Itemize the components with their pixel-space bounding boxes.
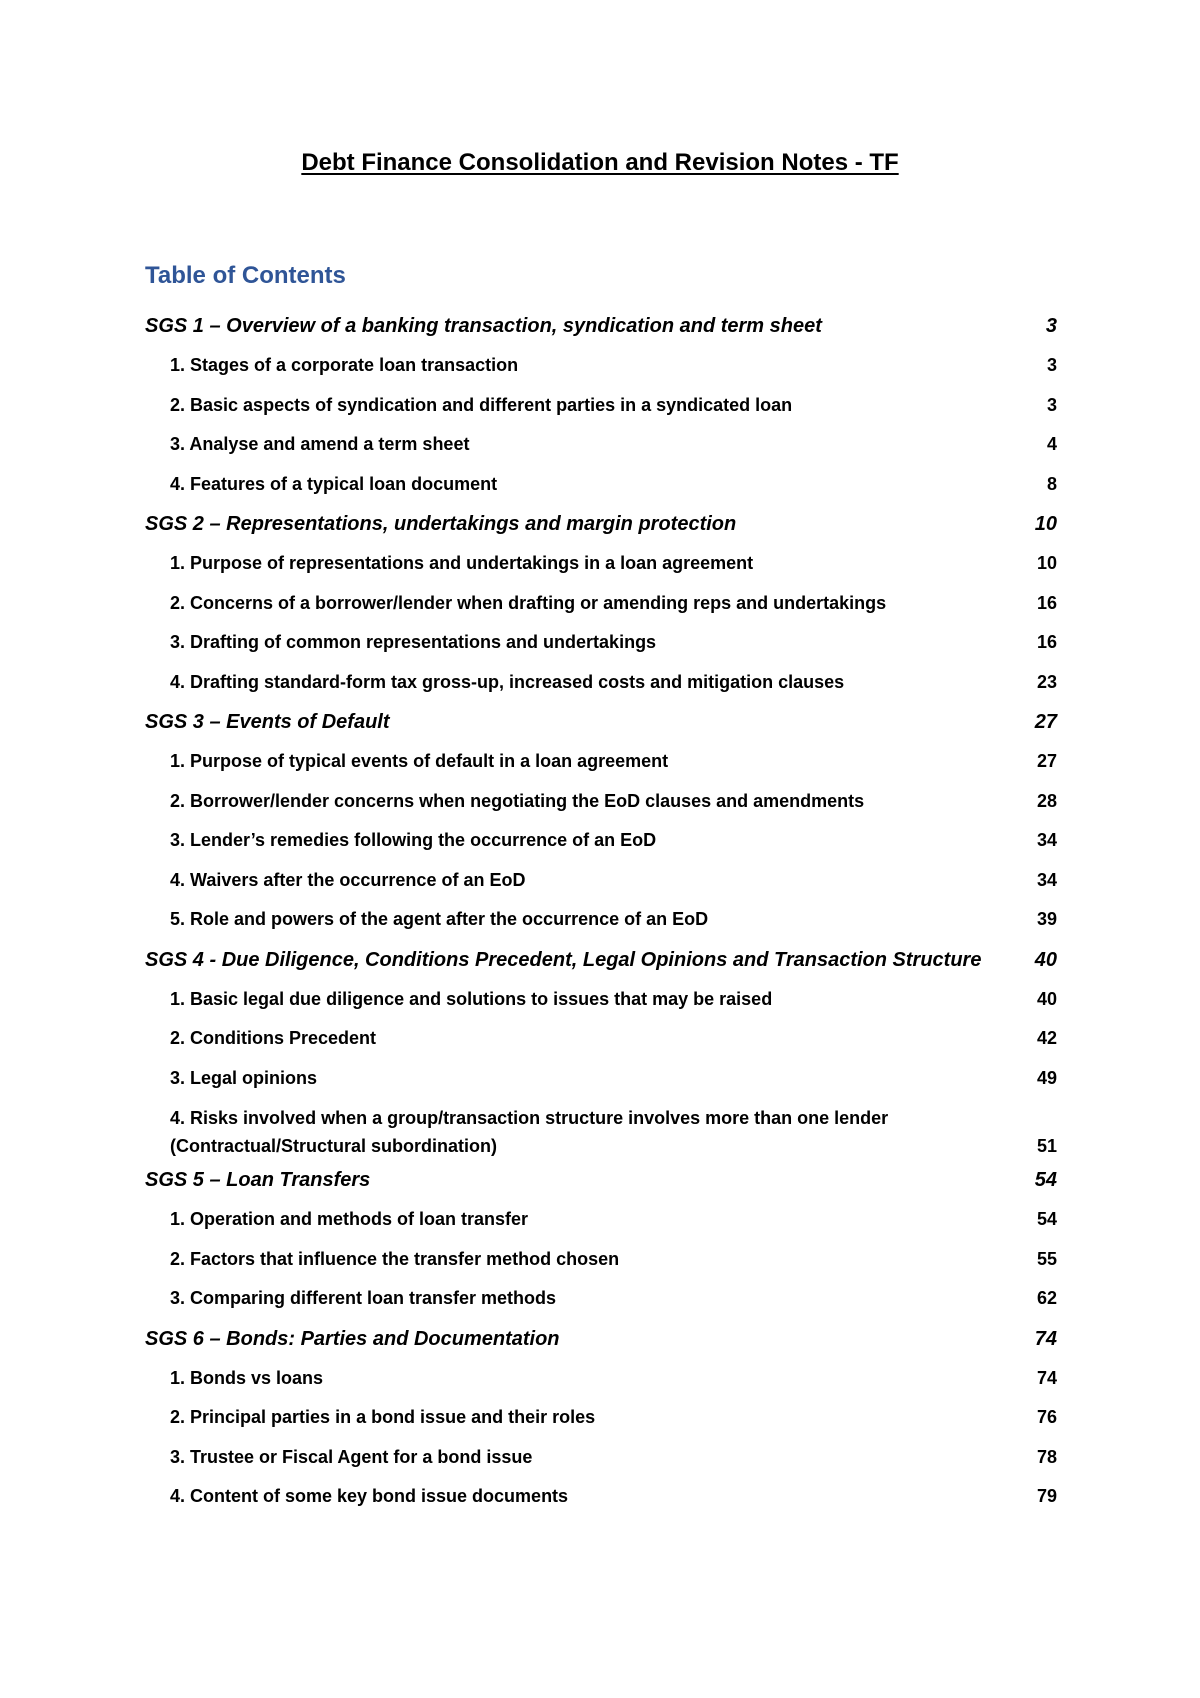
toc-page-number: 4	[1046, 434, 1057, 454]
toc-item-title: 4. Content of some key bond issue documents	[170, 1486, 569, 1506]
toc-item[interactable]	[145, 821, 1057, 861]
toc-item[interactable]	[145, 1279, 1057, 1319]
toc-page-number: 16	[1036, 632, 1057, 652]
toc-item-title: 4. Features of a typical loan document	[170, 473, 498, 494]
toc-item-title: 2. Borrower/lender concerns when negotiating the EoD clauses and amendments	[170, 790, 865, 811]
toc-item-title: 3. Lender’s remedies following the occurrence of an EoD	[170, 830, 657, 850]
toc-item[interactable]	[145, 782, 1057, 822]
toc-page-number: 78	[1036, 1446, 1057, 1467]
toc-item[interactable]	[145, 1098, 1057, 1160]
toc-item[interactable]	[145, 1059, 1057, 1099]
toc-section-title: SGS 6 – Bonds: Parties and Documentation	[145, 1327, 560, 1350]
toc-page-number: 3	[1046, 394, 1057, 415]
toc-item-title: 1. Basic legal due diligence and solutions to issues that may be raised	[170, 988, 773, 1009]
toc-item-title: 4. Drafting standard-form tax gross-up, increased costs and mitigation clauses	[170, 671, 845, 692]
toc-item-title-line2: (Contractual/Structural subordination)	[170, 1136, 498, 1156]
toc-page-number: 27	[1036, 751, 1057, 771]
toc-section-sgs6[interactable]	[145, 1319, 1057, 1359]
toc-page-number: 34	[1036, 830, 1057, 850]
toc-item[interactable]	[145, 623, 1057, 663]
toc-item-title	[170, 1100, 1017, 1160]
document-title: Debt Finance Consolidation and Revision Notes - TF	[301, 149, 899, 176]
toc-item-title-line1: 4. Risks involved when a group/transaction structure involves more than one lender	[170, 1108, 889, 1128]
toc-item[interactable]	[145, 584, 1057, 624]
toc-item-title: 1. Stages of a corporate loan transaction	[170, 355, 519, 375]
toc-item-title: 4. Waivers after the occurrence of an EoD	[170, 869, 526, 890]
toc-page-number: 8	[1046, 473, 1057, 494]
toc-section-sgs1[interactable]	[145, 306, 1057, 346]
toc-item[interactable]	[145, 425, 1057, 465]
toc-section-title: SGS 2 – Representations, undertakings and margin protection	[145, 513, 737, 535]
toc-item-title: 3. Analyse and amend a term sheet	[170, 434, 470, 454]
toc-item[interactable]	[145, 1477, 1057, 1517]
toc-section-title: SGS 4 - Due Diligence, Conditions Precedent, Legal Opinions and Transaction Structure	[145, 948, 982, 971]
toc-page-number: 10	[1036, 553, 1057, 573]
toc-page-number: 51	[1036, 1136, 1057, 1156]
toc-item-title: 1. Purpose of typical events of default in a loan agreement	[170, 751, 669, 771]
toc-page-number: 74	[1036, 1367, 1057, 1388]
toc-item-title: 3. Comparing different loan transfer methods	[170, 1288, 557, 1308]
toc-item[interactable]	[145, 1438, 1057, 1478]
toc-item[interactable]	[145, 1398, 1057, 1438]
toc-section-sgs5[interactable]	[145, 1160, 1057, 1200]
toc-page-number: 74	[1034, 1327, 1057, 1350]
toc-item[interactable]	[145, 1019, 1057, 1059]
toc-item[interactable]	[145, 980, 1057, 1020]
toc-item-title: 2. Conditions Precedent	[170, 1028, 377, 1048]
toc-page-number: 40	[1034, 948, 1057, 971]
toc-item-title: 1. Purpose of representations and undertakings in a loan agreement	[170, 553, 754, 573]
toc-item-title: 1. Operation and methods of loan transfer	[170, 1209, 529, 1229]
toc-item[interactable]	[145, 386, 1057, 426]
toc-page-number: 62	[1036, 1288, 1057, 1308]
toc-page-number: 42	[1036, 1028, 1057, 1048]
toc-item[interactable]	[145, 1240, 1057, 1280]
toc-section-sgs2[interactable]	[145, 504, 1057, 544]
toc-page-number: 23	[1036, 671, 1057, 692]
toc-item-title: 3. Trustee or Fiscal Agent for a bond issue	[170, 1446, 533, 1467]
toc-heading: Table of Contents	[145, 262, 346, 289]
toc-page-number: 55	[1036, 1248, 1057, 1269]
toc-page-number: 3	[1046, 355, 1057, 375]
toc-item-title: 2. Factors that influence the transfer method chosen	[170, 1248, 620, 1269]
toc-item-title: 5. Role and powers of the agent after the occurrence of an EoD	[170, 909, 709, 929]
toc-page-number: 54	[1036, 1209, 1057, 1229]
toc-page-number: 27	[1034, 711, 1057, 733]
toc-item-title: 1. Bonds vs loans	[170, 1367, 324, 1388]
toc-page-number: 76	[1036, 1407, 1057, 1427]
toc-item-title: 2. Principal parties in a bond issue and their roles	[170, 1407, 596, 1427]
toc-item-title: 2. Concerns of a borrower/lender when drafting or amending reps and undertakings	[170, 592, 887, 613]
toc-page-number: 79	[1036, 1486, 1057, 1506]
toc-item[interactable]	[145, 346, 1057, 386]
toc-item[interactable]	[145, 861, 1057, 901]
toc-page-number: 34	[1036, 869, 1057, 890]
toc-page-number: 40	[1036, 988, 1057, 1009]
table-of-contents	[145, 306, 1057, 1517]
toc-item[interactable]	[145, 663, 1057, 703]
toc-page-number: 28	[1036, 790, 1057, 811]
toc-section-sgs3[interactable]	[145, 702, 1057, 742]
toc-item[interactable]	[145, 742, 1057, 782]
toc-item-title: 2. Basic aspects of syndication and different parties in a syndicated loan	[170, 394, 793, 415]
toc-section-sgs4[interactable]	[145, 940, 1057, 980]
toc-item[interactable]	[145, 465, 1057, 505]
toc-item[interactable]	[145, 900, 1057, 940]
toc-section-title: SGS 1 – Overview of a banking transaction, syndication and term sheet	[145, 315, 822, 337]
toc-item[interactable]	[145, 1359, 1057, 1399]
toc-section-title: SGS 3 – Events of Default	[145, 711, 390, 733]
toc-item-title: 3. Legal opinions	[170, 1067, 318, 1088]
toc-item-title: 3. Drafting of common representations and undertakings	[170, 632, 657, 652]
toc-page-number: 54	[1034, 1169, 1057, 1191]
toc-section-title: SGS 5 – Loan Transfers	[145, 1169, 371, 1191]
toc-page-number: 49	[1036, 1067, 1057, 1088]
toc-page-number: 39	[1036, 909, 1057, 929]
toc-item[interactable]	[145, 544, 1057, 584]
toc-item[interactable]	[145, 1200, 1057, 1240]
toc-page-number: 16	[1036, 592, 1057, 613]
toc-page-number: 10	[1034, 513, 1057, 535]
toc-page-number: 3	[1045, 315, 1057, 337]
